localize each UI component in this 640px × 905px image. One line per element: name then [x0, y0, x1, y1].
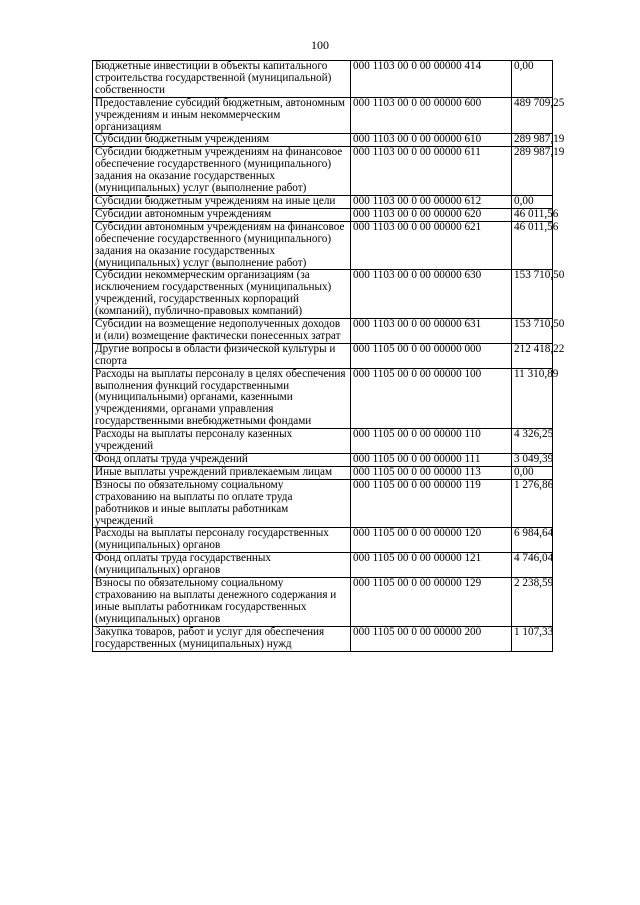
row-code: 000 1105 00 0 00 00000 111 — [351, 454, 512, 467]
row-name: Субсидии бюджетным учреждениям на иные цели — [93, 195, 351, 208]
row-sum: 289 987,19 — [512, 134, 553, 147]
row-sum: 0,00 — [512, 466, 553, 479]
table-row — [93, 61, 553, 98]
row-sum: 2 238,59 — [512, 578, 553, 627]
row-sum: 153 710,50 — [512, 319, 553, 344]
row-name: Другие вопросы в области физической культуры и спорта — [93, 343, 351, 368]
table-row — [93, 208, 553, 221]
budget-table-body — [93, 60, 565, 652]
row-code: 000 1105 00 0 00 00000 000 — [351, 343, 512, 368]
row-code: 000 1103 00 0 00 00000 612 — [351, 195, 512, 208]
row-code: 000 1103 00 0 00 00000 621 — [351, 221, 512, 270]
row-name: Субсидии бюджетным учреждениям — [93, 134, 351, 147]
row-name: Фонд оплаты труда государственных (муниципальных) органов — [93, 553, 351, 578]
table-row — [93, 454, 553, 467]
row-code: 000 1103 00 0 00 00000 631 — [351, 319, 512, 344]
row-name: Фонд оплаты труда учреждений — [93, 454, 351, 467]
row-code: 000 1103 00 0 00 00000 600 — [351, 97, 512, 134]
row-name: Субсидии автономным учреждениям — [93, 208, 351, 221]
row-name: Закупка товаров, работ и услуг для обеспечения государственных (муниципальных) нужд — [93, 626, 351, 651]
table-row — [93, 221, 553, 270]
row-name: Субсидии на возмещение недополученных доходов и (или) возмещение фактически понесенных затрат — [93, 319, 351, 344]
row-code: 000 1103 00 0 00 00000 610 — [351, 134, 512, 147]
row-sum: 3 049,39 — [512, 454, 553, 467]
row-sum: 1 107,33 — [512, 626, 553, 651]
row-code: 000 1105 00 0 00 00000 119 — [351, 479, 512, 528]
row-sum: 0,00 — [512, 61, 553, 98]
table-row — [93, 626, 553, 651]
row-code: 000 1105 00 0 00 00000 100 — [351, 368, 512, 429]
row-code: 000 1105 00 0 00 00000 120 — [351, 528, 512, 553]
row-code: 000 1103 00 0 00 00000 414 — [351, 61, 512, 98]
row-sum: 4 746,04 — [512, 553, 553, 578]
row-sum: 46 011,56 — [512, 208, 553, 221]
table-row — [93, 466, 553, 479]
row-name: Взносы по обязательному социальному страхованию на выплаты денежного содержания и иные выплаты работникам государственных (муниципальных) органов — [93, 578, 351, 627]
row-sum: 4 326,25 — [512, 429, 553, 454]
row-name: Иные выплаты учреждений привлекаемым лицам — [93, 466, 351, 479]
row-code: 000 1103 00 0 00 00000 611 — [351, 147, 512, 196]
table-row — [93, 578, 553, 627]
table-row — [93, 479, 553, 528]
row-name: Взносы по обязательному социальному страхованию на выплаты по оплате труда работников и иные выплаты работникам учреждений — [93, 479, 351, 528]
table-row — [93, 343, 553, 368]
table-row — [93, 553, 553, 578]
table-row — [93, 147, 553, 196]
table-row — [93, 97, 553, 134]
row-code: 000 1105 00 0 00 00000 110 — [351, 429, 512, 454]
row-code: 000 1105 00 0 00 00000 113 — [351, 466, 512, 479]
row-code: 000 1103 00 0 00 00000 620 — [351, 208, 512, 221]
row-name: Расходы на выплаты персоналу государственных (муниципальных) органов — [93, 528, 351, 553]
table-row — [93, 319, 553, 344]
row-name: Бюджетные инвестиции в объекты капитального строительства государственной (муниципальной) собственности — [93, 61, 351, 98]
row-code: 000 1105 00 0 00 00000 129 — [351, 578, 512, 627]
row-code: 000 1103 00 0 00 00000 630 — [351, 270, 512, 319]
row-name: Предоставление субсидий бюджетным, автономным учреждениям и иным некоммерческим организациям — [93, 97, 351, 134]
row-sum: 46 011,56 — [512, 221, 553, 270]
row-code: 000 1105 00 0 00 00000 121 — [351, 553, 512, 578]
row-name: Расходы на выплаты персоналу в целях обеспечения выполнения функций государственными (муниципальными) органами, казенными учреждениями, органами управления государственными внебюджетными фондами — [93, 368, 351, 429]
row-sum: 212 418,22 — [512, 343, 553, 368]
row-sum: 6 984,64 — [512, 528, 553, 553]
table-row — [93, 429, 553, 454]
row-sum: 489 709,25 — [512, 97, 553, 134]
table-row — [93, 195, 553, 208]
row-sum: 153 710,50 — [512, 270, 553, 319]
budget-table — [92, 60, 565, 652]
table-row — [93, 270, 553, 319]
table-row — [93, 528, 553, 553]
row-name: Субсидии автономным учреждениям на финансовое обеспечение государственного (муниципального) задания на оказание государственных (муниципальных) услуг (выполнение работ) — [93, 221, 351, 270]
row-sum: 11 310,89 — [512, 368, 553, 429]
row-sum: 0,00 — [512, 195, 553, 208]
row-name: Расходы на выплаты персоналу казенных учреждений — [93, 429, 351, 454]
table-row — [93, 368, 553, 429]
row-sum: 1 276,86 — [512, 479, 553, 528]
row-sum: 289 987,19 — [512, 147, 553, 196]
page-number: 100 — [311, 38, 329, 52]
row-name: Субсидии бюджетным учреждениям на финансовое обеспечение государственного (муниципального) задания на оказание государственных (муниципальных) услуг (выполнение работ) — [93, 147, 351, 196]
table-row — [93, 134, 553, 147]
row-name: Субсидии некоммерческим организациям (за исключением государственных (муниципальных) учреждений, государственных корпораций (компаний), публично-правовых компаний) — [93, 270, 351, 319]
row-code: 000 1105 00 0 00 00000 200 — [351, 626, 512, 651]
